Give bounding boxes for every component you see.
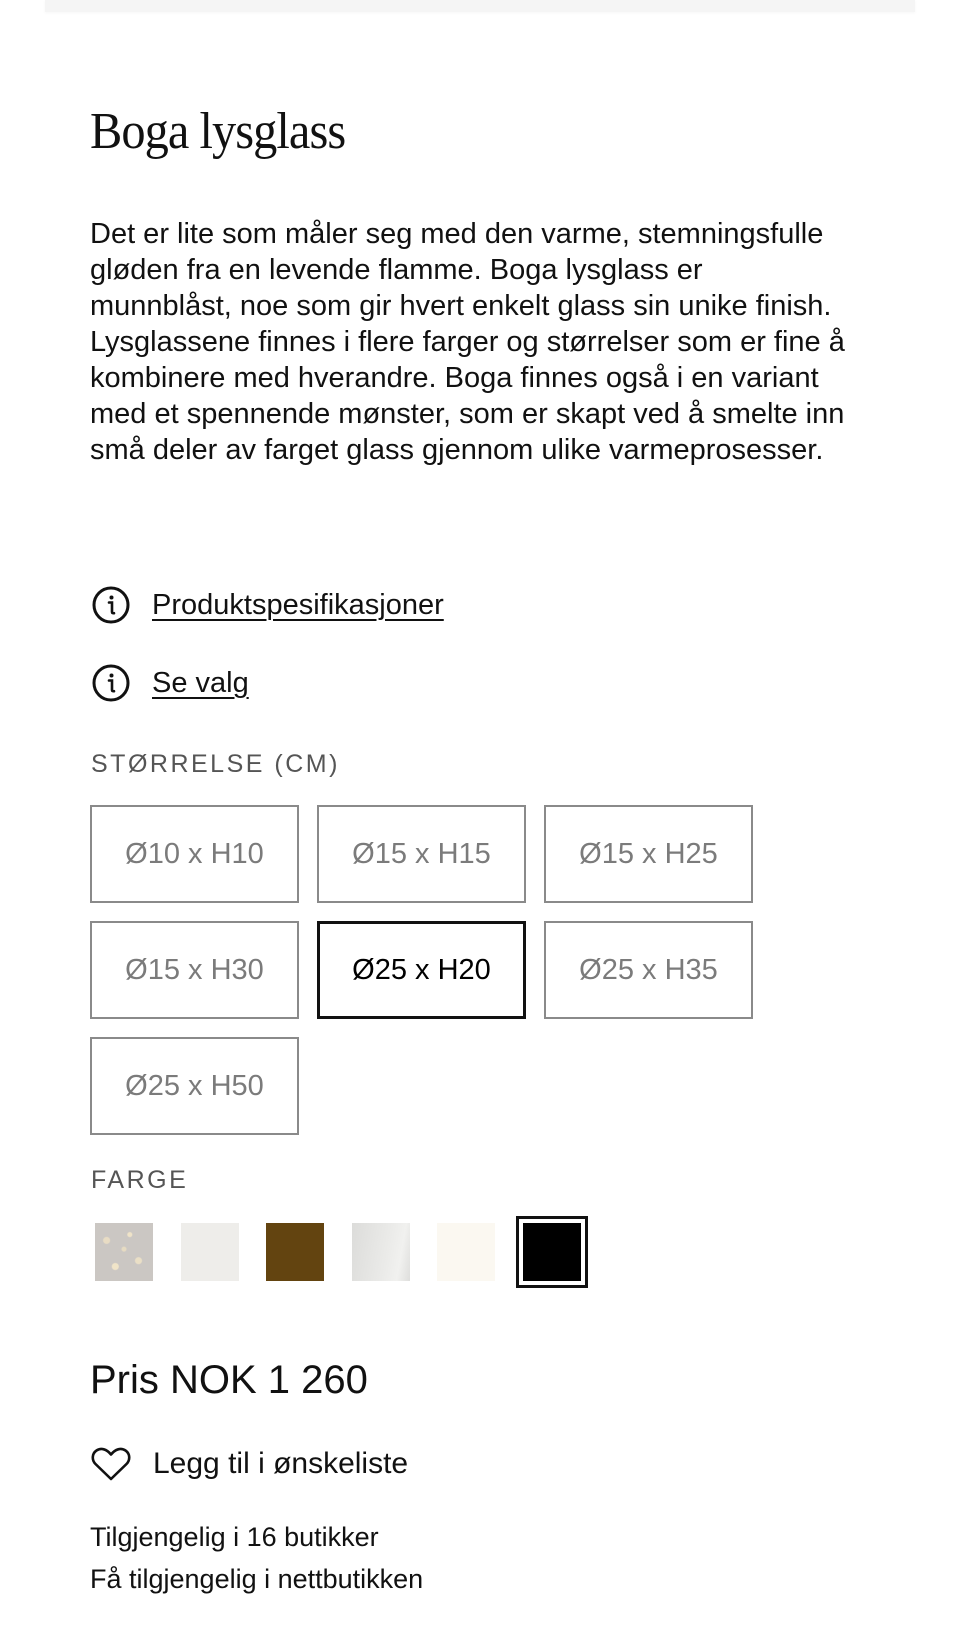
top-bar — [45, 0, 915, 12]
wishlist-label[interactable]: Legg til i ønskeliste — [153, 1447, 409, 1480]
size-option[interactable]: Ø25 x H35 — [544, 921, 753, 1019]
online-availability[interactable]: Få tilgjengelig i nettbutikken — [90, 1564, 424, 1594]
info-icon — [91, 663, 131, 703]
size-section-label: STØRRELSE (CM) — [91, 750, 340, 778]
size-option[interactable]: Ø25 x H50 — [90, 1037, 299, 1135]
see-options-link[interactable] — [91, 663, 249, 703]
info-icon — [91, 585, 131, 625]
color-swatch-light-grey[interactable] — [174, 1216, 246, 1288]
product-specs-link-label[interactable]: Produktspesifikasjoner — [152, 588, 444, 621]
swatch-fill — [95, 1223, 153, 1281]
store-availability[interactable]: Tilgjengelig i 16 butikker — [90, 1522, 379, 1552]
product-price: Pris NOK 1 260 — [90, 1358, 368, 1402]
size-option-selected[interactable]: Ø25 x H20 — [317, 921, 526, 1019]
product-description: Det er lite som måler seg med den varme, stemningsfulle gløden fra en levende flamme. Boga lysglass er munnblåst, noe som gir hvert enkelt glass sin unike finish. Lysglassene finnes i flere farger og størrelser som er fine å kombinere med hverandre. Boga finnes også i en variant med et spennende mønster, som er skapt ved å smelte inn små deler av farget glass gjennom ulike varmeprosesser. — [90, 218, 845, 466]
color-swatch-ivory[interactable] — [430, 1216, 502, 1288]
product-specs-link[interactable] — [91, 585, 444, 625]
swatch-fill — [523, 1223, 581, 1281]
swatch-fill — [266, 1223, 324, 1281]
size-options — [90, 805, 790, 1135]
color-section-label: FARGE — [91, 1166, 189, 1194]
color-swatches — [88, 1216, 601, 1288]
color-swatch-clear[interactable] — [345, 1216, 417, 1288]
product-title: Boga lysglass — [90, 103, 346, 160]
see-options-link-label[interactable]: Se valg — [152, 666, 249, 699]
size-option[interactable]: Ø10 x H10 — [90, 805, 299, 903]
size-option[interactable]: Ø15 x H15 — [317, 805, 526, 903]
swatch-fill — [181, 1223, 239, 1281]
swatch-fill — [437, 1223, 495, 1281]
heart-icon — [91, 1446, 131, 1482]
color-swatch-brown[interactable] — [259, 1216, 331, 1288]
size-option[interactable]: Ø15 x H30 — [90, 921, 299, 1019]
add-to-wishlist-button[interactable] — [91, 1446, 408, 1482]
color-swatch-black-selected[interactable] — [516, 1216, 588, 1288]
color-swatch-patterned[interactable] — [88, 1216, 160, 1288]
swatch-fill — [352, 1223, 410, 1281]
size-option[interactable]: Ø15 x H25 — [544, 805, 753, 903]
